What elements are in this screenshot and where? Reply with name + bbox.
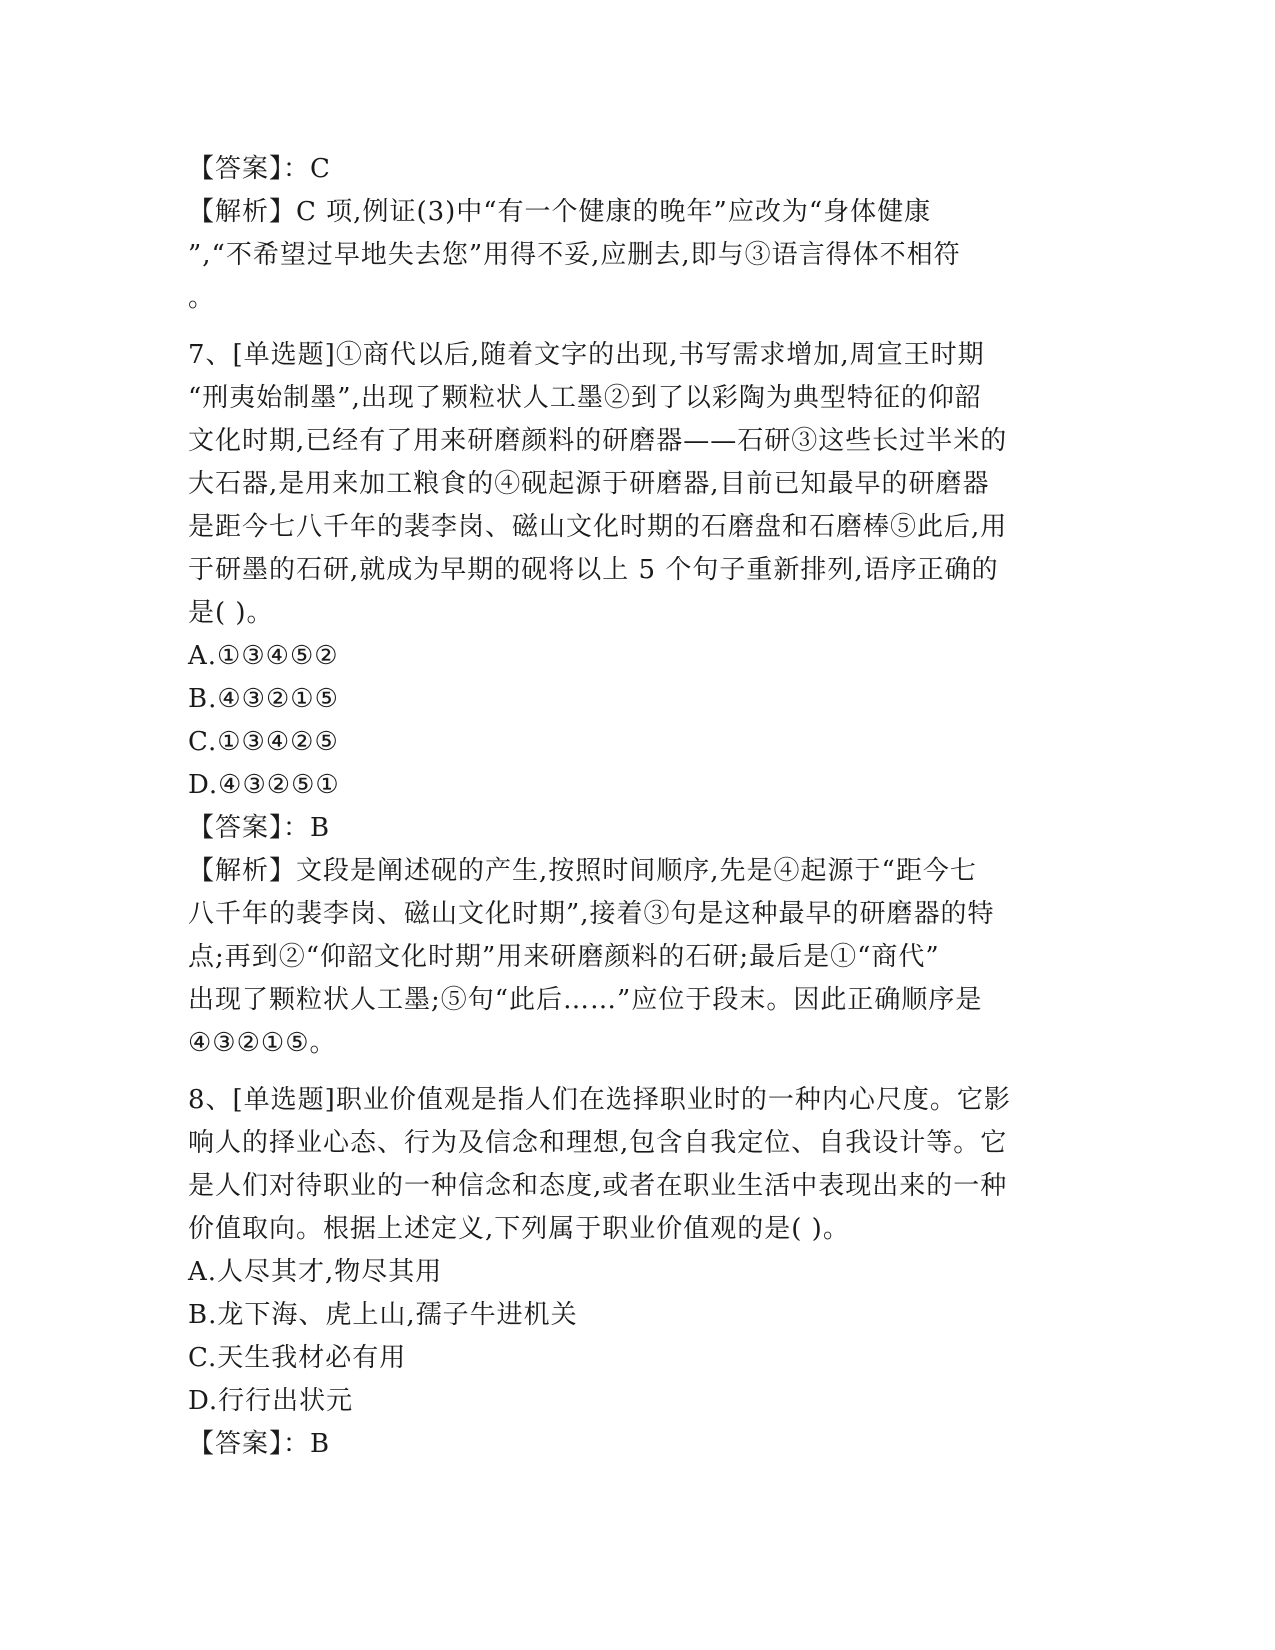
question-stem-line: 大石器,是用来加工粮食的④砚起源于研磨器,目前已知最早的研磨器 [188,469,990,499]
analysis-text: 文段是阐述砚的产生,按照时间顺序,先是④起源于“距今七 [296,856,977,886]
option-d: D.行行出状元 [188,1386,354,1416]
option-d: D.④③②⑤① [188,770,340,800]
question-stem-line: 于研墨的石研,就成为早期的砚将以上 5 个句子重新排列,语序正确的 [188,555,999,585]
document-content [188,148,1068,1466]
option-b: B.龙下海、虎上山,孺子牛进机关 [188,1300,578,1330]
answer-value: B [310,1429,331,1459]
answer-label: 【答案】： [188,1429,311,1459]
option-c: C.①③④②⑤ [188,727,339,757]
answer-value: C [310,154,331,184]
option-b: B.④③②①⑤ [188,684,339,714]
analysis-line: 出现了颗粒状人工墨;⑤句“此后……”应位于段末。因此正确顺序是 [188,985,983,1015]
option-c: C.天生我材必有用 [188,1343,407,1373]
analysis-line: 。 [188,283,216,313]
analysis-line: ④③②①⑤。 [188,1028,337,1058]
analysis-line: 八千年的裴李岗、磁山文化时期”,接着③句是这种最早的研磨器的特 [188,899,995,929]
question-stem-line: 是人们对待职业的一种信念和态度,或者在职业生活中表现出来的一种 [188,1171,1008,1201]
question-stem-line: 是( )。 [188,598,274,628]
analysis-line: ”,“不希望过早地失去您”用得不妥,应删去,即与③语言得体不相符 [188,240,961,270]
answer-line [188,1423,1068,1466]
answer-label: 【答案】： [188,154,311,184]
question-stem-line: 文化时期,已经有了用来研磨颜料的研磨器——石研③这些长过半米的 [188,426,1008,456]
analysis-line: 点;再到②“仰韶文化时期”用来研磨颜料的石研;最后是①“商代” [188,942,940,972]
analysis-label: 【解析】 [188,856,297,886]
question-8 [188,1079,1068,1466]
question-stem-line: “刑夷始制墨”,出现了颗粒状人工墨②到了以彩陶为典型特征的仰韶 [188,383,982,413]
question-stem-line: 7、[单选题]①商代以后,随着文字的出现,书写需求增加,周宣王时期 [188,340,985,370]
question-stem-line: 价值取向。根据上述定义,下列属于职业价值观的是( )。 [188,1214,850,1244]
analysis-label: 【解析】 [188,197,297,227]
spacer [188,320,1068,334]
analysis-text: C 项,例证(3)中“有一个健康的晚年”应改为“身体健康 [296,197,932,227]
option-a: A.人尽其才,物尽其用 [188,1257,443,1287]
question-stem-line: 是距今七八千年的裴李岗、磁山文化时期的石磨盘和石磨棒⑤此后,用 [188,512,1008,542]
analysis-line [188,850,1068,893]
question-stem-line: 8、[单选题]职业价值观是指人们在选择职业时的一种内心尺度。它影 [188,1085,1011,1115]
analysis-line [188,191,1068,234]
option-a: A.①③④⑤② [188,641,339,671]
question-7 [188,334,1068,1065]
answer-value: B [310,813,331,843]
question-stem-line: 响人的择业心态、行为及信念和理想,包含自我定位、自我设计等。它 [188,1128,1008,1158]
answer-line [188,807,1068,850]
answer-label: 【答案】： [188,813,311,843]
spacer [188,1065,1068,1079]
answer-line [188,148,1068,191]
